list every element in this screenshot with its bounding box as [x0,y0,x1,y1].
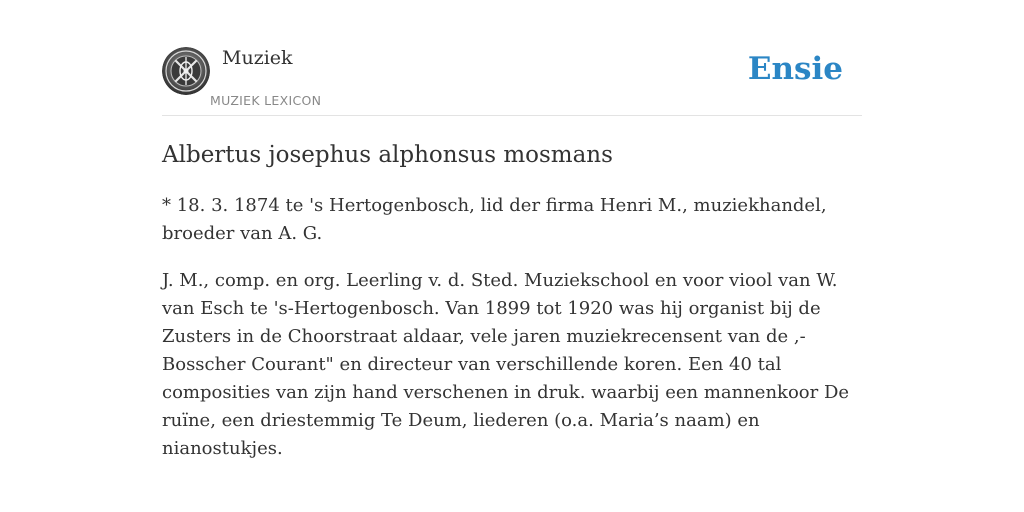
source-header [162,0,862,116]
article-paragraph: J. M., comp. en org. Leerling v. d. Sted. Muziekschool en voor viool van W. van Esch te 's-Hertogenbosch. Van 1899 tot 1920 was hij organist bij de Zusters in de Choorstraat aldaar, vele jaren muziekrecensent van de ,-Bosscher Courant" en directeur van verschillende koren. Een 40 tal composities van zijn hand verschenen in druk. waarbij een mannenkoor De ruïne, een driestemmig Te Deum, liederen (o.a. Maria’s naam) en nianostukjes. [162,270,850,459]
music-emblem-icon[interactable] [162,47,210,95]
page [162,0,862,463]
article-paragraph: * 18. 3. 1874 te 's Hertogenbosch, lid der firma Henri M., muziekhandel, broeder van A. G. [162,195,827,244]
brand-logo[interactable]: Ensie [747,51,843,87]
source-name[interactable]: Muziek [222,47,293,69]
source-subtitle: MUZIEK LEXICON [210,93,322,108]
article-title: Albertus josephus alphonsus mosmans [162,142,613,168]
